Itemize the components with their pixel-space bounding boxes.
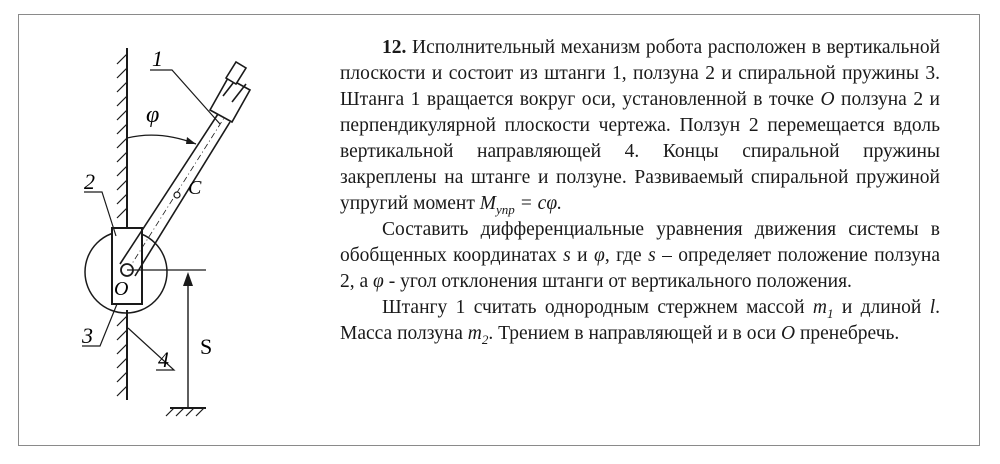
vertical-guide <box>117 48 127 400</box>
p2-and: и <box>570 245 595 266</box>
symbol-o2: O <box>780 323 796 344</box>
symbol-s2: s <box>648 245 656 266</box>
symbol-m1-sub: 1 <box>826 305 834 321</box>
symbol-m-sub: упр <box>495 201 515 217</box>
symbol-m2: m <box>467 323 482 344</box>
problem-number: 12. <box>382 37 407 58</box>
label-c: C <box>188 177 202 199</box>
p1-text-a: Исполнительный механизм робота расположен в вертикальной плоскости и состоит из штанги 1, ползуна 2 и спиральной пружины 3. Штанга 1 вращается вокруг оси, установленной в точке <box>340 37 941 110</box>
p2-text-c: – определяет положение ползуна 2, а <box>340 245 941 292</box>
label-phi: φ <box>146 102 160 128</box>
p2-text-d: - угол отклонения штанги от вертикального положения. <box>383 271 852 292</box>
p3-text-d: . Трением в направляющей и в оси <box>488 323 781 344</box>
symbol-m1: m <box>812 297 827 318</box>
symbol-m2-sub: 2 <box>481 331 489 347</box>
p3-text-a: Штангу 1 считать однородным стержнем массой <box>382 297 813 318</box>
p3-text-c: . Масса ползуна <box>340 297 940 344</box>
angle-arc <box>127 135 196 144</box>
label-o: O <box>114 278 129 300</box>
symbol-m: M <box>479 193 496 214</box>
symbol-s1: s <box>563 245 571 266</box>
problem-text <box>340 35 940 347</box>
label-2: 2 <box>84 169 95 194</box>
p2-text-b: , где <box>604 245 649 266</box>
symbol-l: l <box>929 297 936 318</box>
formula-eq: = cφ. <box>514 193 562 214</box>
label-4: 4 <box>158 347 169 372</box>
symbol-phi2: φ <box>373 271 384 292</box>
p1-text-b: ползуна 2 и перпендикулярной плоскости чертежа. Ползун 2 перемещается вдоль вертикальной направляющей 4. Концы спиральной пружины закреплены на штанге и ползуне. Развиваемый спиральной пружиной упругий момент <box>340 89 940 214</box>
paragraph-3 <box>340 295 940 347</box>
point-c-marker <box>174 192 180 198</box>
label-3: 3 <box>82 323 93 348</box>
angle-arrowhead <box>186 137 196 144</box>
p3-text-b: и длиной <box>833 297 930 318</box>
gripper <box>210 62 250 122</box>
label-1: 1 <box>152 46 163 71</box>
p2-text-a: Составить дифференциальные уравнения движения системы в обобщенных координатах <box>340 219 940 266</box>
label-s: S <box>200 334 213 359</box>
paragraph-2 <box>340 217 940 295</box>
mechanism-figure <box>60 40 320 430</box>
p3-text-e: пренебречь. <box>795 323 900 344</box>
symbol-o: O <box>820 89 835 110</box>
paragraph-1 <box>340 35 940 217</box>
symbol-phi1: φ <box>594 245 605 266</box>
